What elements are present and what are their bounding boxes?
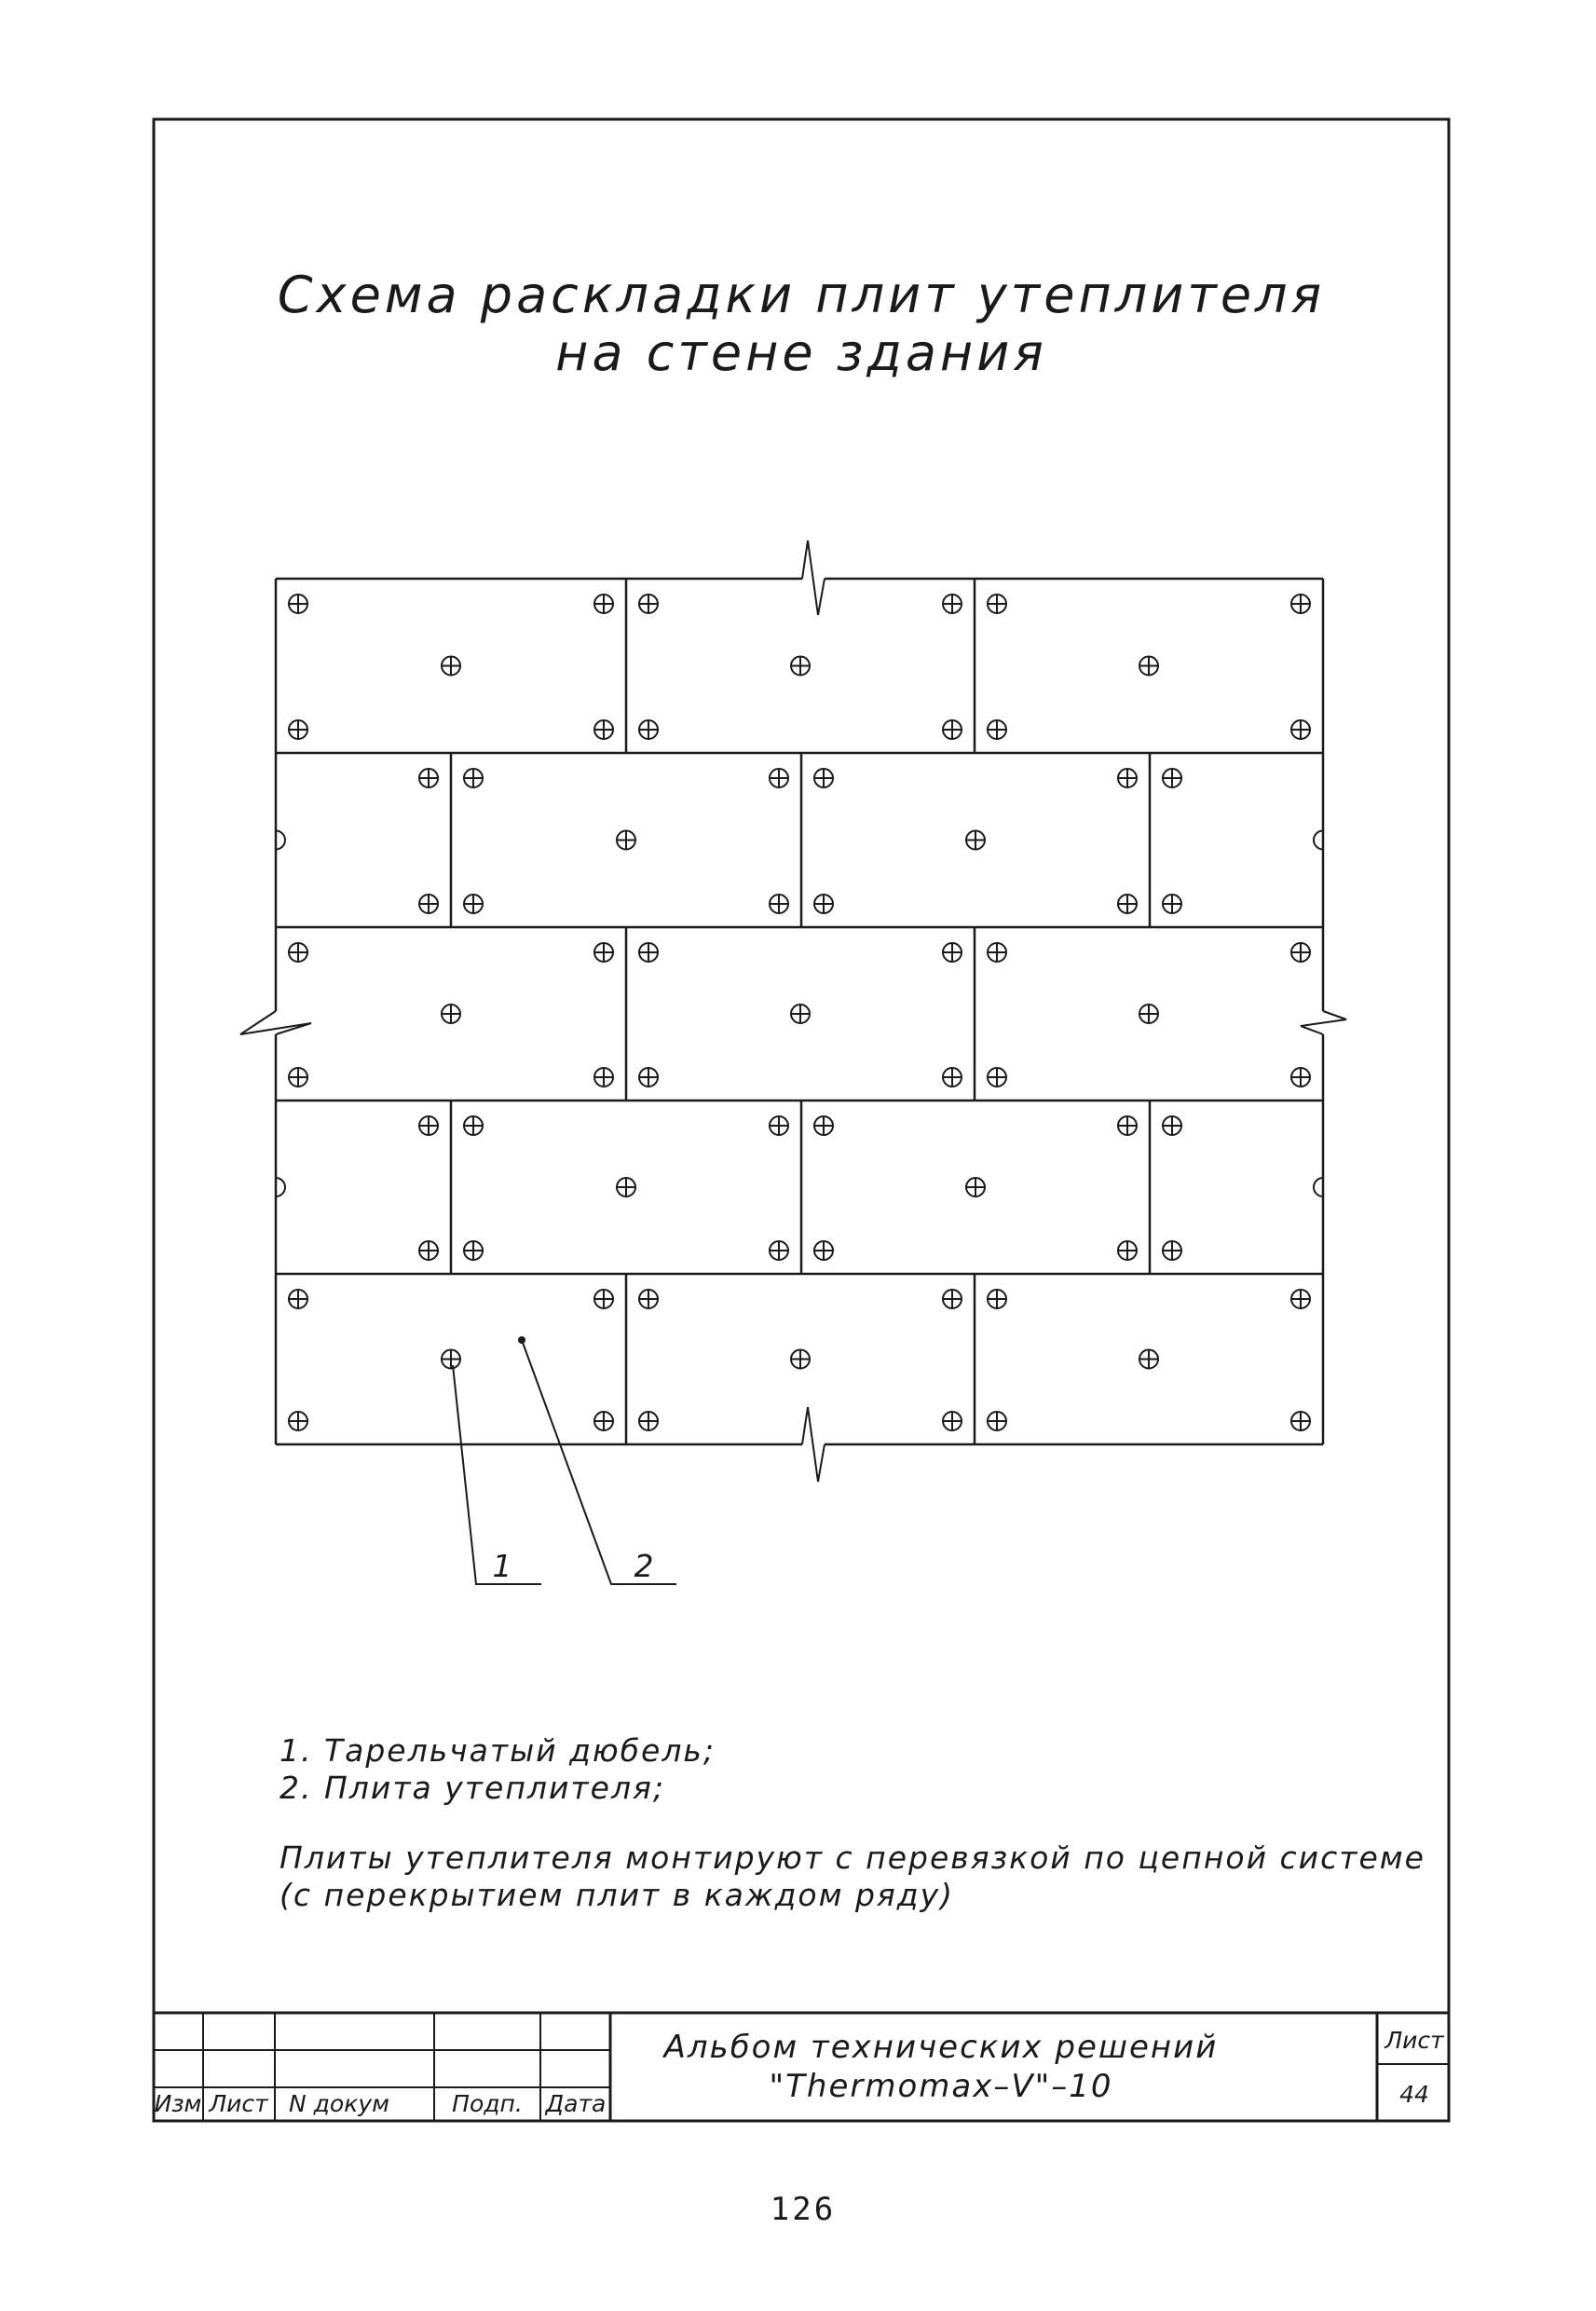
dowel-icon (1291, 720, 1310, 739)
dowel-icon (464, 895, 483, 913)
dowel-icon (594, 1412, 613, 1430)
dowel-icon (943, 1290, 962, 1308)
break-line-bottom (802, 1407, 825, 1482)
dowel-icon (289, 1290, 307, 1308)
dowel-icon (770, 1241, 788, 1260)
header-list: Лист (209, 2090, 268, 2117)
break-line-top (802, 540, 825, 615)
dowel-icon (814, 769, 833, 787)
dowel-icon (289, 1412, 307, 1430)
dowel-icon (289, 720, 307, 739)
dowel-icon (1291, 595, 1310, 613)
dowel-icon (1163, 1241, 1181, 1260)
dowel-icon (988, 1412, 1006, 1430)
dowel-icon (419, 1241, 438, 1260)
dowel-icon (639, 943, 658, 962)
dowel-icon (791, 657, 810, 676)
dowel-icon (639, 1412, 658, 1430)
dowel-icon (770, 769, 788, 787)
dowel-icon (1139, 657, 1158, 676)
dowel-icon (791, 1350, 810, 1369)
dowel-icon (1291, 1068, 1310, 1087)
dowel-icon (966, 1178, 985, 1197)
note-line-1: Плиты утеплителя монтируют с перевязкой по цепной системе (280, 1839, 1425, 1876)
dowel-icon (988, 720, 1006, 739)
dowel-group (276, 595, 1323, 1430)
dowel-icon (1163, 895, 1181, 913)
dowel-icon (419, 895, 438, 913)
header-izm: Изм (154, 2090, 202, 2117)
page-number: 126 (770, 2191, 837, 2228)
dowel-icon (639, 1290, 658, 1308)
header-date: Дата (545, 2090, 607, 2117)
dowel-icon (1291, 1290, 1310, 1308)
dowel-icon (464, 1116, 483, 1135)
dowel-icon (1163, 769, 1181, 787)
dowel-icon (617, 831, 635, 850)
dowel-partial-icon (276, 831, 285, 850)
dowel-icon (791, 1005, 810, 1023)
dowel-icon (943, 1412, 962, 1430)
legend-item-1: 1. Тарельчатый дюбель; (280, 1732, 716, 1769)
dowel-icon (1291, 943, 1310, 962)
album-title-line1: Альбом технических решений (663, 2029, 1219, 2066)
dowel-icon (966, 831, 985, 850)
dowel-icon (419, 1116, 438, 1135)
dowel-icon (617, 1178, 635, 1197)
break-line-right (1301, 1011, 1346, 1034)
dowel-icon (594, 943, 613, 962)
note-line-2: (с перекрытием плит в каждом ряду) (280, 1877, 954, 1913)
dowel-icon (442, 1005, 460, 1023)
callout-number-2: 2 (634, 1548, 656, 1584)
dowel-icon (770, 1116, 788, 1135)
callout-number-1: 1 (492, 1548, 514, 1584)
dowel-icon (289, 1068, 307, 1087)
dowel-icon (943, 595, 962, 613)
sheet-number: 44 (1399, 2081, 1429, 2108)
dowel-icon (464, 1241, 483, 1260)
dowel-icon (1118, 1116, 1137, 1135)
album-title-line2: "Thermomax–V"–10 (769, 2068, 1113, 2105)
dowel-icon (594, 1290, 613, 1308)
dowel-icon (988, 595, 1006, 613)
dowel-icon (289, 595, 307, 613)
dowel-icon (770, 895, 788, 913)
drawing-title-line2: на стене здания (555, 323, 1047, 382)
dowel-icon (464, 769, 483, 787)
dowel-icon (988, 1068, 1006, 1087)
dowel-icon (442, 1350, 460, 1369)
dowel-icon (639, 595, 658, 613)
dowel-icon (594, 595, 613, 613)
drawing-title-line1: Схема раскладки плит утеплителя (277, 266, 1326, 324)
dowel-partial-icon (1314, 1178, 1323, 1197)
dowel-icon (639, 720, 658, 739)
dowel-icon (814, 1116, 833, 1135)
break-line-left (240, 1011, 311, 1034)
title-block (154, 2013, 1449, 2121)
dowel-icon (814, 1241, 833, 1260)
dowel-icon (1139, 1350, 1158, 1369)
dowel-icon (943, 1068, 962, 1087)
sheet-label: Лист (1385, 2027, 1444, 2054)
dowel-partial-icon (1314, 831, 1323, 850)
dowel-icon (594, 720, 613, 739)
dowel-icon (1118, 895, 1137, 913)
dowel-icon (943, 720, 962, 739)
dowel-icon (594, 1068, 613, 1087)
dowel-icon (639, 1068, 658, 1087)
dowel-icon (1118, 769, 1137, 787)
dowel-icon (1118, 1241, 1137, 1260)
dowel-icon (1139, 1005, 1158, 1023)
dowel-icon (442, 657, 460, 676)
dowel-icon (419, 769, 438, 787)
dowel-icon (943, 943, 962, 962)
dowel-icon (1163, 1116, 1181, 1135)
dowel-partial-icon (276, 1178, 285, 1197)
slab-layout (240, 540, 1346, 1584)
header-signature: Подп. (452, 2090, 523, 2117)
legend-item-2: 2. Плита утеплителя; (280, 1770, 666, 1806)
header-doc-number: N докум (289, 2090, 389, 2117)
dowel-icon (988, 1290, 1006, 1308)
dowel-icon (814, 895, 833, 913)
dowel-icon (1291, 1412, 1310, 1430)
dowel-icon (289, 943, 307, 962)
dowel-icon (988, 943, 1006, 962)
